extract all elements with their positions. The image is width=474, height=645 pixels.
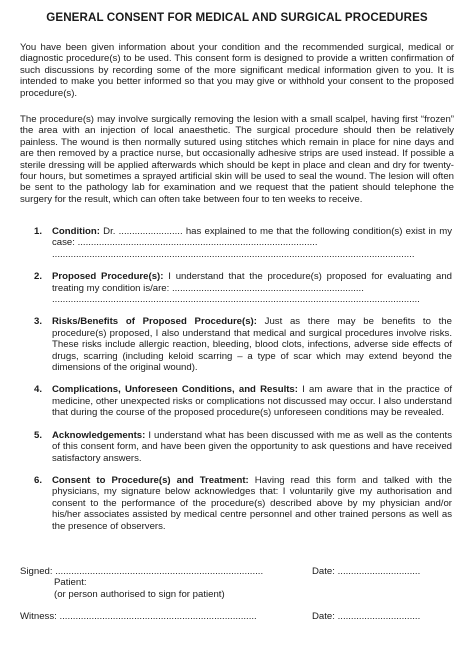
date-line[interactable]: ............................... xyxy=(337,566,421,577)
item-text: Just as there may be benefits to the procedure(s) proposed, I also understand that medical and surgical procedures involve risks. These risks include allergic reaction, bleeding, blood clots, infections, adverse side effects of drugs, scarring (including keloid scarring – a type of scar which may extend beyond the dimensions of the original wound). xyxy=(52,316,452,374)
witness-row xyxy=(20,611,460,622)
spacer xyxy=(20,373,452,384)
item-heading: Consent to Procedure(s) and Treatment: xyxy=(52,474,249,486)
item-text: I understand what has been discussed with me as well as the contents of this consent form, and have been given the opportunity to ask questions and have received satisfactory answers. xyxy=(52,429,452,464)
spacer xyxy=(20,419,452,430)
item-number: 6. xyxy=(34,474,43,486)
item-heading: Proposed Procedure(s): xyxy=(52,271,164,283)
item-text: Having read this form and talked with the physicians, my signature below acknowledges that: I voluntarily give my authorisation and consent to the performance of the procedure(s) described above by my physician and/or his/her associates assisted by medical centre personnel and other trained persons as well as the presence of observers. xyxy=(52,474,452,532)
patient-label: Patient: xyxy=(54,577,87,589)
item-heading: Complications, Unforeseen Conditions, and Results: xyxy=(52,384,298,396)
patient-signature-block xyxy=(20,566,460,600)
item-heading: Condition: xyxy=(52,226,100,237)
item-number: 5. xyxy=(34,429,43,441)
procedure-paragraph: The procedure(s) may involve surgically removing the lesion with a small scalpel, having first “frozen” the area with an injection of local anaesthetic. The surgical procedure should then be relatively painless. The wound is then normally sutured using stitches which remain in place for nine days and are then removed by a practice nurse, but occasionally adhesive strips are used instead. If possible a sterile dressing will be applied afterwards which should be kept in place and clean and dry for twenty-four hours, but sometimes a sprayed artificial skin will be used to seal the wound. The lesion will often be sent to the pathology lab for examination and we request that the patient should telephone the surgery for the result, which can often take between four to ten weeks to receive. xyxy=(20,114,454,205)
list-item-proposed-procedure xyxy=(20,271,452,305)
spacer xyxy=(20,260,452,271)
date-label: Date: xyxy=(312,566,335,577)
list-item-complications xyxy=(20,384,452,418)
item-number: 4. xyxy=(34,384,43,396)
signed-date xyxy=(312,566,420,577)
witness-label: Witness: xyxy=(20,611,57,622)
list-item-risks-benefits xyxy=(20,316,452,373)
date-label: Date: xyxy=(312,611,335,622)
list-item-acknowledgements xyxy=(20,430,452,464)
signed-label: Signed: xyxy=(20,566,53,577)
fill-in-line: ........................................................................................................................................ xyxy=(52,248,415,260)
item-text: I understand that the procedure(s) proposed for evaluating and treating my condition is/are: ........................................................................ xyxy=(52,271,452,294)
item-number: 1. xyxy=(34,226,43,237)
list-item-consent xyxy=(20,475,452,532)
witness-line[interactable]: .......................................................................... xyxy=(59,611,257,622)
form-title: GENERAL CONSENT FOR MEDICAL AND SURGICAL PROCEDURES xyxy=(46,11,428,24)
signed-line[interactable]: .............................................................................. xyxy=(55,566,264,577)
item-heading: Risks/Benefits of Proposed Procedure(s): xyxy=(52,316,257,328)
list-item-condition xyxy=(20,226,452,260)
fill-in-line: .......................................................................................................................................... xyxy=(52,294,420,306)
spacer xyxy=(20,464,452,475)
witness-date xyxy=(312,611,420,622)
item-heading: Acknowledgements: xyxy=(52,429,146,441)
date-line[interactable]: ............................... xyxy=(337,611,421,622)
witness-signature-block xyxy=(20,611,460,622)
intro-paragraph: You have been given information about your condition and the recommended surgical, medical or diagnostic procedure(s) to be used. This consent form is designed to provide a written confirmation of such discussions by recording some of the more significant medical information given to you. It is intended to make you better informed so that you may give or withhold your consent to the proposed procedure(s). xyxy=(20,42,454,99)
item-number: 3. xyxy=(34,316,43,328)
item-text: Dr. ........................ has explained to me that the following condition(s) exist in my case: .......................................................................................... xyxy=(52,226,453,249)
item-text: I am aware that in the practice of medicine, other unexpected risks or complications not discussed may occur. I also understand that during the course of the proposed procedure(s) unforeseen conditions may be revealed. xyxy=(52,384,453,419)
signed-row xyxy=(20,566,460,577)
patient-note: (or person authorised to sign for patient) xyxy=(54,588,225,600)
item-number: 2. xyxy=(34,271,43,283)
consent-items-list xyxy=(20,226,452,532)
spacer xyxy=(20,305,452,316)
